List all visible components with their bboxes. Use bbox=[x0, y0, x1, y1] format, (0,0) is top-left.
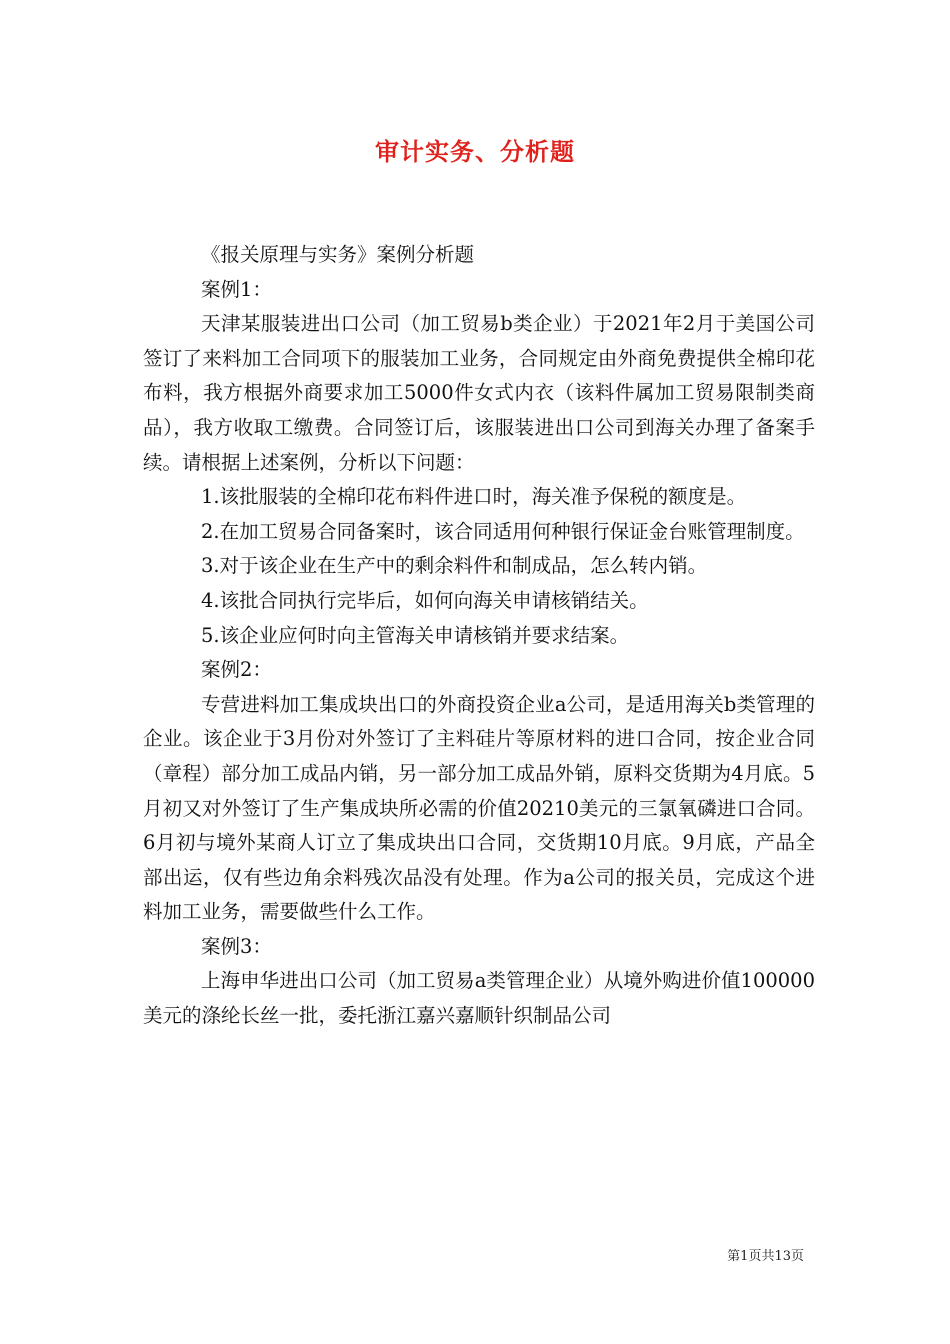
document-body bbox=[143, 238, 815, 1034]
case-3-description: 上海申华进出口公司（加工贸易a类管理企业）从境外购进价值100000美元的涤纶长丝一批，委托浙江嘉兴嘉顺针织制品公司 bbox=[143, 969, 815, 1028]
case-1-heading: 案例1： bbox=[201, 277, 272, 301]
case-1-question-4: 4.该批合同执行完毕后，如何向海关申请核销结关。 bbox=[201, 588, 649, 612]
case-1-question-2: 2.在加工贸易合同备案时，该合同适用何种银行保证金台账管理制度。 bbox=[201, 519, 805, 543]
case-1-question-3: 3.对于该企业在生产中的剩余料件和制成品，怎么转内销。 bbox=[201, 554, 708, 578]
document-title: 审计实务、分析题 bbox=[375, 137, 575, 166]
case-1-question-5: 5.该企业应何时向主管海关申请核销并要求结案。 bbox=[201, 623, 630, 647]
case-2-heading: 案例2： bbox=[201, 658, 272, 682]
case-3-heading: 案例3： bbox=[201, 934, 272, 958]
case-1-question-1: 1.该批服装的全棉印花布料件进口时，海关准予保税的额度是。 bbox=[201, 485, 747, 509]
section-heading: 《报关原理与实务》案例分析题 bbox=[201, 243, 475, 266]
page-number: 第1页共13页 bbox=[727, 1249, 804, 1264]
case-1-description: 天津某服装进出口公司（加工贸易b类企业）于2021年2月于美国公司签订了来料加工合同项下的服装加工业务，合同规定由外商免费提供全棉印花布料，我方根据外商要求加工5000件女式内衣（该料件属加工贸易限制类商品），我方收取工缴费。合同签订后，该服装进出口公司到海关办理了备案手续。请根据上述案例，分析以下问题： bbox=[143, 312, 815, 474]
case-2-description: 专营进料加工集成块出口的外商投资企业a公司，是适用海关b类管理的企业。该企业于3月份对外签订了主料硅片等原材料的进口合同，按企业合同（章程）部分加工成品内销，另一部分加工成品外销，原料交货期为4月底。5月初又对外签订了生产集成块所必需的价值20210美元的三氯氧磷进口合同。6月初与境外某商人订立了集成块出口合同，交货期10月底。9月底，产品全部出运，仅有些边角余料残次品没有处理。作为a公司的报关员，完成这个进料加工业务，需要做些什么工作。 bbox=[143, 692, 815, 924]
